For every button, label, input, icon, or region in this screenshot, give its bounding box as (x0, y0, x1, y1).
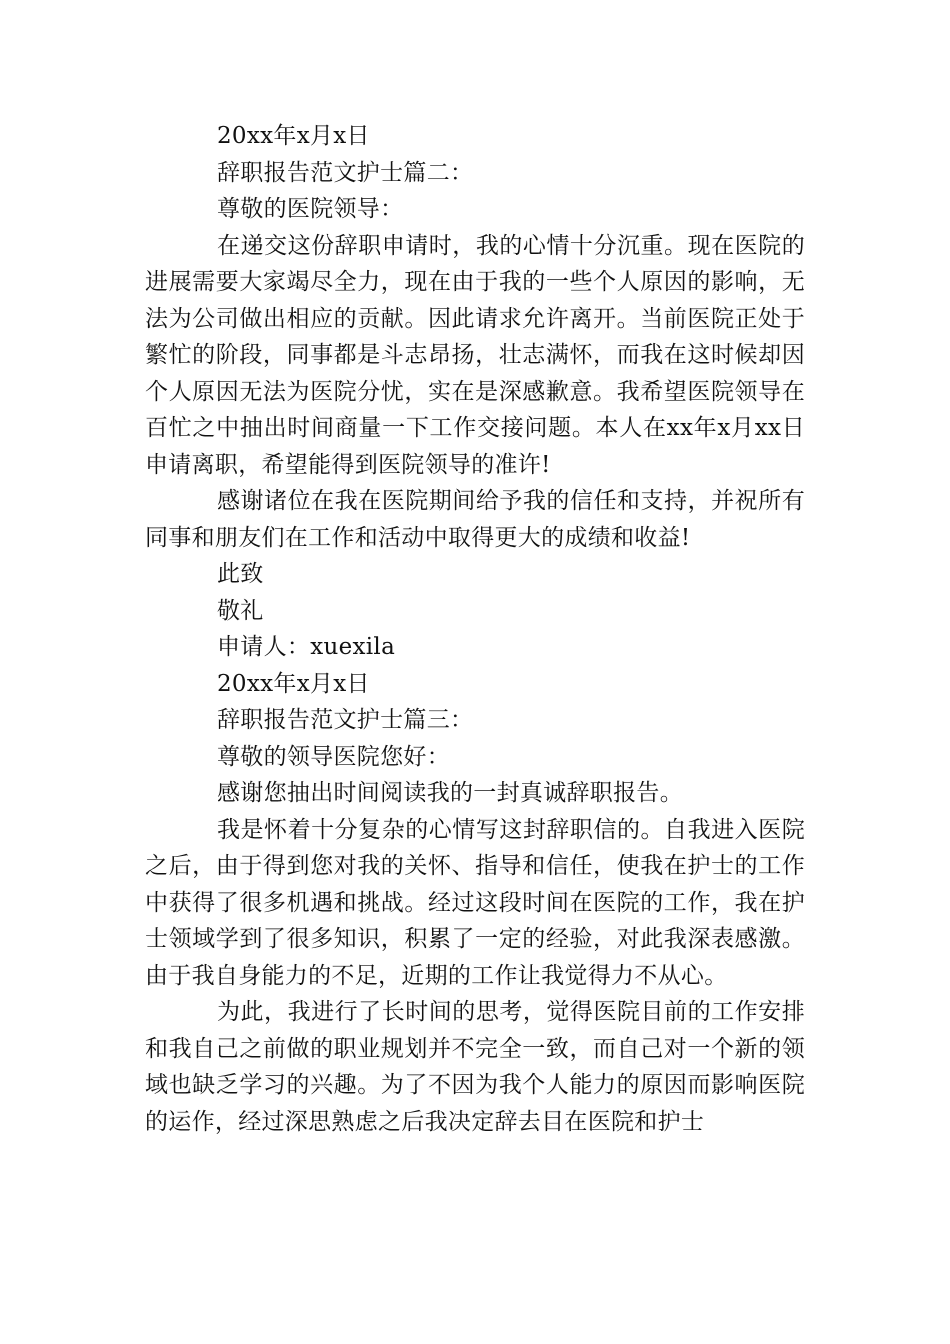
applicant-line: 申请人：xuexila (217, 634, 396, 660)
section-title-part-two: 辞职报告范文护士篇二： (217, 159, 474, 186)
body-paragraph: 为此，我进行了长时间的思考，觉得医院目前的工作安排和我自己之前做的职业规划并不完全一致，而自己对一个新的领域也缺乏学习的兴趣。为了不因为我个人能力的原因而影响医院的运作，经过深思熟虑之后我决定辞去目在医院和护士 (145, 999, 805, 1135)
body-paragraph: 感谢您抽出时间阅读我的一封真诚辞职报告。 (217, 780, 683, 806)
salutation: 尊敬的医院领导： (217, 196, 404, 222)
body-paragraph: 在递交这份辞职申请时，我的心情十分沉重。现在医院的进展需要大家竭尽全力，现在由于我的一些个人原因的影响，无法为公司做出相应的贡献。因此请求允许离开。当前医院正处于繁忙的阶段，同事都是斗志昂扬，壮志满怀，而我在这时候却因个人原因无法为医院分忧，实在是深感歉意。我希望医院领导在百忙之中抽出时间商量一下工作交接问题。本人在xx年x月xx日申请离职，希望能得到医院领导的准许! (145, 232, 805, 478)
closing-line: 敬礼 (217, 597, 264, 624)
letter-body (145, 118, 805, 1140)
salutation: 尊敬的领导医院您好： (217, 743, 450, 770)
body-paragraph: 感谢诸位在我在医院期间给予我的信任和支持，并祝所有同事和朋友们在工作和活动中取得更大的成绩和收益! (145, 488, 805, 551)
date-line: 20xx年x月x日 (217, 670, 370, 697)
closing-line: 此致 (217, 561, 264, 587)
date-line: 20xx年x月x日 (217, 123, 370, 149)
section-title-part-three: 辞职报告范文护士篇三： (217, 707, 474, 733)
body-paragraph: 我是怀着十分复杂的心情写这封辞职信的。自我进入医院之后，由于得到您对我的关怀、指导和信任，使我在护士的工作中获得了很多机遇和挑战。经过这段时间在医院的工作，我在护士领域学到了很多知识，积累了一定的经验，对此我深表感激。由于我自身能力的不足，近期的工作让我觉得力不从心。 (145, 816, 805, 989)
